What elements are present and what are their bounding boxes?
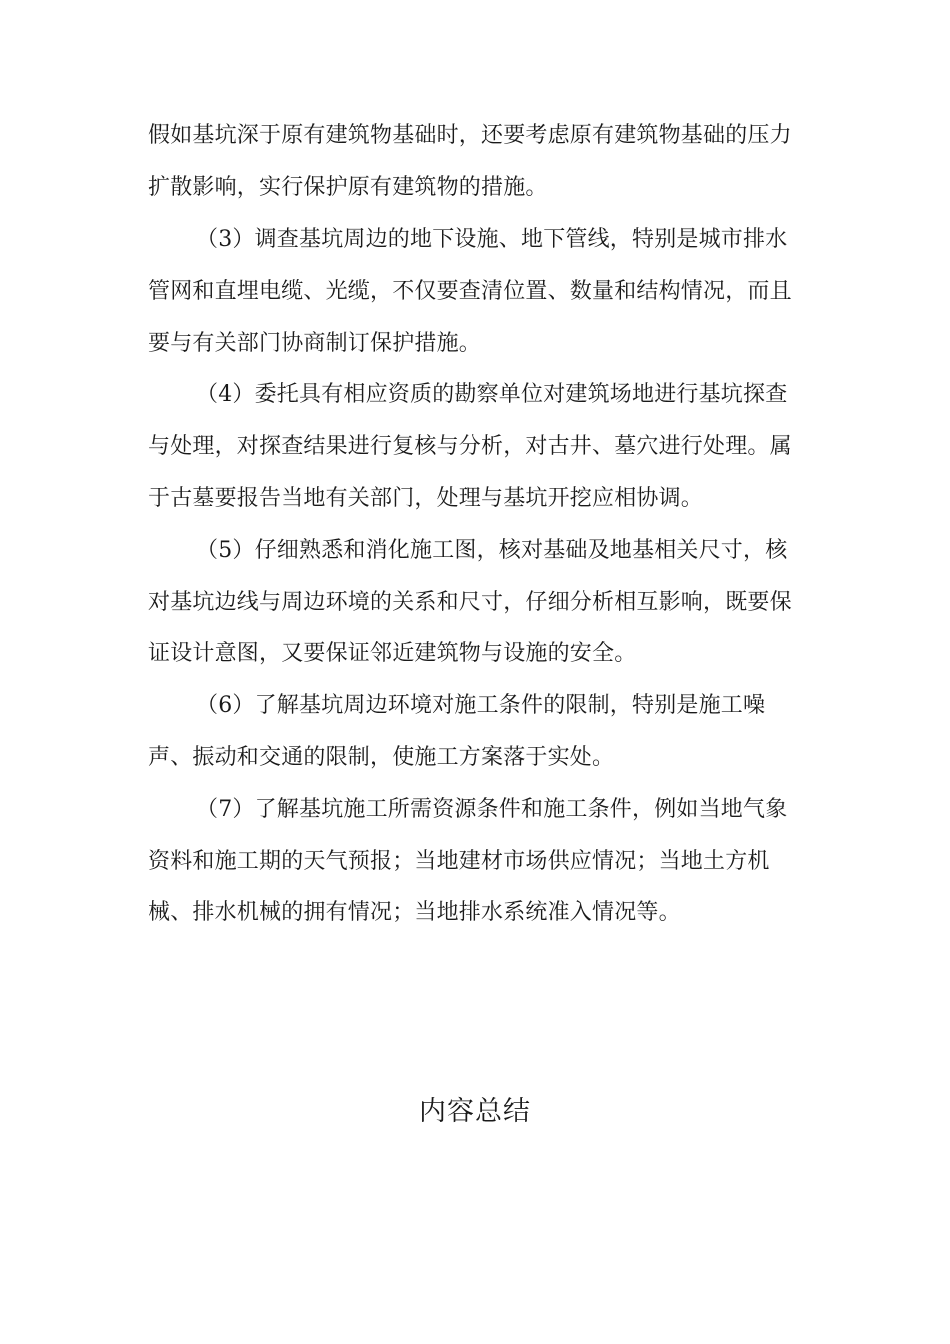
- text-line: 与处理，对探查结果进行复核与分析，对古井、墓穴进行处理。属: [148, 434, 792, 459]
- text-line: 于古墓要报告当地有关部门，处理与基坑开挖应相协调。: [148, 486, 704, 511]
- text-line: 资料和施工期的天气预报；当地建材市场供应情况；当地土方机: [148, 849, 770, 874]
- text-line: 要与有关部门协商制订保护措施。: [148, 331, 482, 356]
- text-line: 械、排水机械的拥有情况；当地排水系统准入情况等。: [148, 900, 681, 925]
- paragraph-7-line: （7）了解基坑施工所需资源条件和施工条件，例如当地气象: [196, 797, 788, 822]
- paragraph-4-line: （4）委托具有相应资质的勘察单位对建筑场地进行基坑探查: [196, 382, 788, 407]
- paragraph-5-line: （5）仔细熟悉和消化施工图，核对基础及地基相关尺寸，核: [196, 538, 788, 563]
- text-line: 假如基坑深于原有建筑物基础时，还要考虑原有建筑物基础的压力: [148, 123, 792, 148]
- text-line: 声、振动和交通的限制，使施工方案落于实处。: [148, 745, 615, 770]
- text-line: 证设计意图，又要保证邻近建筑物与设施的安全。: [148, 641, 637, 666]
- text-line: 扩散影响，实行保护原有建筑物的措施。: [148, 175, 548, 200]
- paragraph-6-line: （6）了解基坑周边环境对施工条件的限制，特别是施工噪: [196, 693, 766, 718]
- paragraph-3-line: （3）调查基坑周边的地下设施、地下管线，特别是城市排水: [196, 227, 788, 252]
- text-line: 对基坑边线与周边环境的关系和尺寸，仔细分析相互影响，既要保: [148, 590, 792, 615]
- summary-title: 内容总结: [419, 1096, 531, 1127]
- text-line: 管网和直埋电缆、光缆，不仅要查清位置、数量和结构情况，而且: [148, 279, 792, 304]
